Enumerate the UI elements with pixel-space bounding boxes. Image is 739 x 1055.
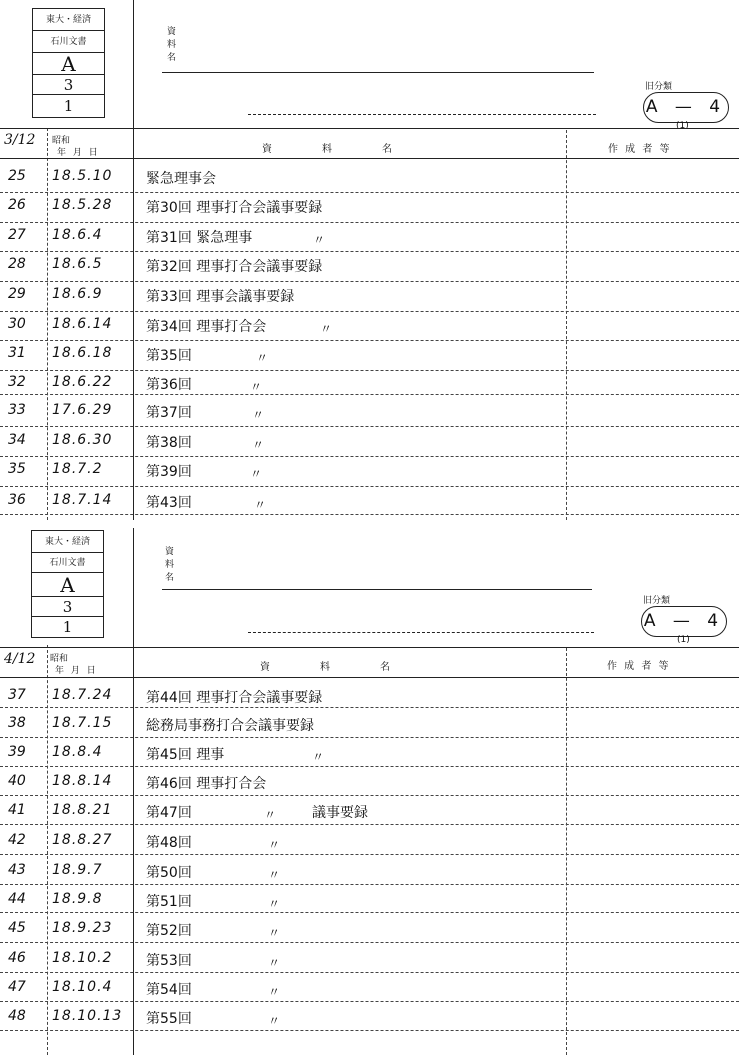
row-date: 18.6.22 (52, 374, 113, 390)
row-date: 18.6.14 (52, 316, 113, 332)
header-era: 昭和 (50, 654, 69, 664)
ditto-mark: 〃 (312, 750, 325, 764)
row-date: 18.8.21 (52, 802, 113, 818)
row-date: 18.8.4 (52, 744, 103, 760)
row-number: 41 (8, 802, 26, 818)
row-number: 27 (8, 227, 26, 243)
header-date: 年 月 日 (57, 148, 100, 158)
row-number: 33 (8, 402, 26, 418)
row-title: 第36回 (146, 377, 192, 393)
ditto-mark: 〃 (256, 351, 269, 365)
ditto-mark: 〃 (268, 868, 281, 882)
row-title: 第52回 (146, 923, 192, 939)
label-line: 1 (62, 618, 73, 636)
side-title-char: 名 (165, 573, 175, 583)
header-era: 昭和 (52, 136, 71, 146)
row-title: 総務局事務打合会議事要録 (146, 718, 314, 734)
row-number: 35 (8, 461, 26, 477)
ditto-mark: 〃 (250, 467, 263, 481)
row-date: 18.10.2 (52, 950, 113, 966)
archive-label-box (31, 530, 104, 638)
ditto-mark: 〃 (313, 233, 326, 247)
header-author: 作 成 者 等 (607, 661, 671, 672)
row-date: 18.10.13 (52, 1008, 123, 1024)
row-number: 30 (8, 316, 26, 332)
ditto-mark: 〃 (250, 380, 263, 394)
row-date: 18.10.4 (52, 979, 113, 995)
row-title: 第48回 (146, 835, 192, 851)
side-title-char: 資 (167, 27, 177, 37)
label-line: A (33, 53, 104, 75)
row-date: 18.6.5 (52, 256, 103, 272)
ditto-mark: 〃 (268, 838, 281, 852)
row-title: 第38回 (146, 435, 192, 451)
row-title: 第45回 理事 (146, 747, 225, 763)
classification-label: 旧分類 (643, 596, 671, 606)
header-author: 作 成 者 等 (608, 144, 672, 155)
row-title: 緊急理事会 (146, 171, 216, 187)
row-title: 第43回 (146, 495, 192, 511)
side-title-char: 名 (167, 53, 177, 63)
classification-label: 旧分類 (645, 82, 673, 92)
row-title: 第51回 (146, 894, 192, 910)
row-title: 第54回 (146, 982, 192, 998)
row-date: 18.6.9 (52, 286, 103, 302)
sheet-mark: 3/12 (4, 132, 36, 148)
label-line: 石川文書 (32, 553, 103, 573)
side-title-char: 資 (165, 547, 175, 557)
sheet-mark: 4/12 (4, 651, 36, 667)
row-date: 18.6.30 (52, 432, 113, 448)
classification-sub: (1) (676, 121, 689, 131)
label-line: 石川文書 (33, 31, 104, 53)
row-number: 32 (8, 374, 26, 390)
row-date: 17.6.29 (52, 402, 113, 418)
row-date: 18.6.18 (52, 345, 113, 361)
row-number: 28 (8, 256, 26, 272)
row-title: 第39回 (146, 464, 192, 480)
ditto-mark: 〃 (268, 926, 281, 940)
row-title: 第50回 (146, 865, 192, 881)
row-number: 48 (8, 1008, 26, 1024)
ditto-mark: 〃 (268, 897, 281, 911)
row-number: 39 (8, 744, 26, 760)
row-number: 36 (8, 492, 26, 508)
ditto-mark: 〃 (268, 1014, 281, 1028)
row-number: 25 (8, 168, 26, 184)
side-title (167, 26, 177, 65)
row-number: 42 (8, 832, 26, 848)
archive-label-box (32, 8, 105, 118)
label-line: 3 (32, 597, 103, 617)
row-number: 44 (8, 891, 26, 907)
row-title: 第46回 理事打合会 (146, 776, 267, 792)
ditto-mark: 〃 (268, 956, 281, 970)
row-date: 18.7.14 (52, 492, 113, 508)
label-line: 1 (63, 97, 74, 115)
ditto-mark: 〃 (320, 322, 333, 336)
row-title: 第53回 (146, 953, 192, 969)
label-line: 東大・経済 (32, 531, 103, 553)
row-title: 第44回 理事打合会議事要録 (146, 690, 323, 706)
row-date: 18.7.2 (52, 461, 103, 477)
row-title: 第33回 理事会議事要録 (146, 289, 295, 305)
ditto-mark: 〃 (264, 808, 277, 822)
ditto-mark: 〃 (252, 408, 265, 422)
row-date: 18.9.23 (52, 920, 113, 936)
row-title: 第35回 (146, 348, 192, 364)
row-title: 第37回 (146, 405, 192, 421)
ditto-mark: 〃 (268, 985, 281, 999)
row-title: 第30回 理事打合会議事要録 (146, 200, 323, 216)
row-date: 18.9.7 (52, 862, 103, 878)
row-number: 40 (8, 773, 26, 789)
header-date: 年 月 日 (55, 666, 98, 676)
row-date: 18.9.8 (52, 891, 103, 907)
ditto-mark: 〃 (252, 438, 265, 452)
row-title: 第34回 理事打合会 (146, 319, 267, 335)
row-date: 18.6.4 (52, 227, 103, 243)
label-line: 3 (33, 75, 104, 95)
row-date: 18.8.27 (52, 832, 113, 848)
row-number: 37 (8, 687, 26, 703)
row-number: 46 (8, 950, 26, 966)
row-title: 第47回 (146, 805, 192, 821)
row-title: 第31回 緊急理事 (146, 230, 253, 246)
side-title-char: 料 (167, 40, 177, 50)
row-number: 45 (8, 920, 26, 936)
ditto-mark: 〃 (254, 498, 267, 512)
row-title: 第55回 (146, 1011, 192, 1027)
row-number: 29 (8, 286, 26, 302)
header-title: 資 料 名 (260, 662, 392, 673)
row-number: 43 (8, 862, 26, 878)
side-title (165, 546, 175, 585)
row-number: 47 (8, 979, 26, 995)
side-title-char: 料 (165, 560, 175, 570)
classification-code: A — 4 (641, 606, 727, 637)
row-extra-title: 議事要録 (312, 805, 368, 821)
label-line: 東大・経済 (33, 9, 104, 31)
classification-sub: (1) (677, 635, 690, 645)
row-number: 31 (8, 345, 26, 361)
row-number: 26 (8, 197, 26, 213)
row-date: 18.5.10 (52, 168, 113, 184)
row-number: 38 (8, 715, 26, 731)
classification-code: A — 4 (643, 92, 729, 123)
row-date: 18.7.15 (52, 715, 113, 731)
row-number: 34 (8, 432, 26, 448)
row-date: 18.7.24 (52, 687, 113, 703)
row-date: 18.5.28 (52, 197, 113, 213)
label-line: A (32, 573, 103, 597)
row-date: 18.8.14 (52, 773, 113, 789)
header-title: 資 料 名 (262, 144, 394, 155)
row-title: 第32回 理事打合会議事要録 (146, 259, 323, 275)
